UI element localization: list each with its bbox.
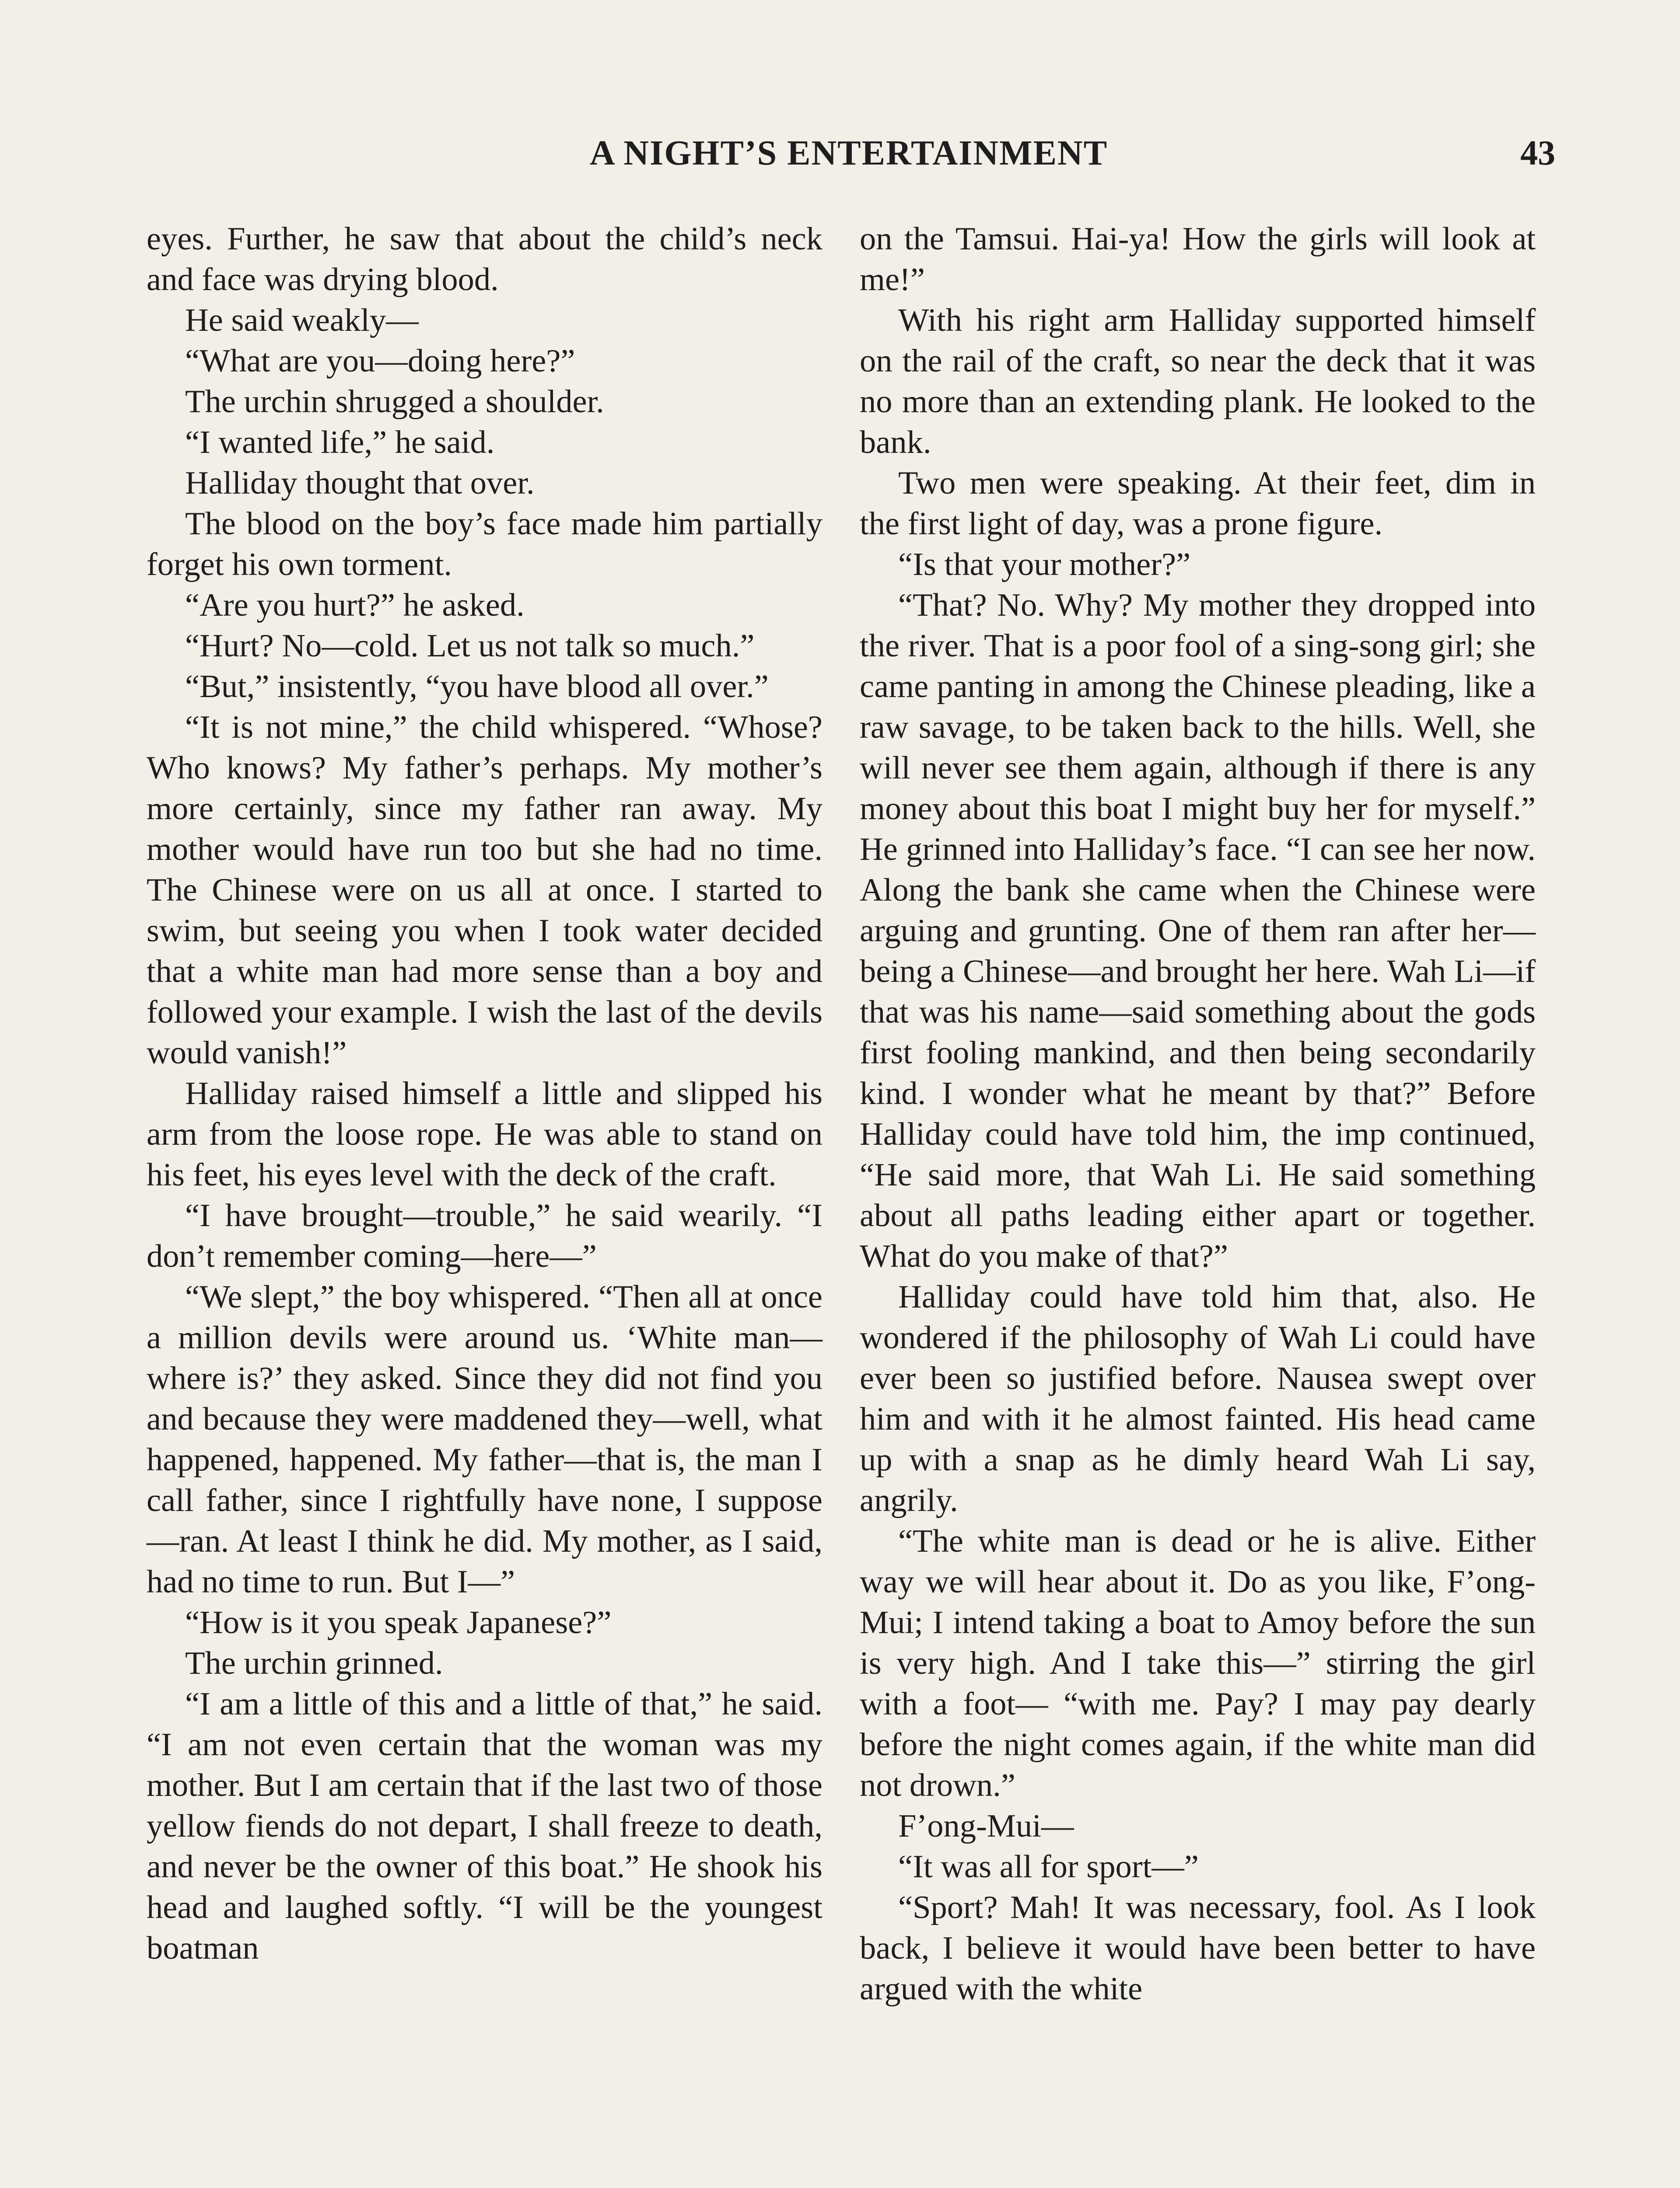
paragraph: “But,” insistently, “you have blood all over.” [185, 669, 769, 705]
paragraph: “What are you—doing here?” [185, 343, 575, 379]
paragraph: “How is it you speak Japanese?” [185, 1605, 612, 1641]
paragraph: “Is that your mother?” [898, 547, 1191, 582]
paragraph: “Sport? Mah! It was necessary, fool. As I look back, I believe it would have been better to have argued with the white [860, 1890, 1536, 2007]
running-title: A NIGHT’S ENTERTAINMENT [589, 134, 1108, 172]
paragraph: eyes. Further, he saw that about the child’s neck and face was drying blood. [147, 221, 822, 298]
paragraph: Halliday thought that over. [185, 465, 535, 501]
paragraph: With his right arm Halliday supported himself on the rail of the craft, so near the deck that it was no more than an extending plank. He looked to the bank. [860, 302, 1536, 460]
page-number: 43 [1520, 134, 1555, 172]
paragraph: He said weakly— [185, 302, 419, 338]
paragraph: The urchin grinned. [185, 1645, 443, 1681]
paragraph: “It was all for sport—” [898, 1849, 1199, 1885]
paragraph: “The white man is dead or he is alive. Either way we will hear about it. Do as you like, F’ong-Mui; I intend taking a boat to Amoy before the sun is very high. And I take this—” stirring the girl with a foot— “with me. Pay? I may pay dearly before the night comes again, if the white man did not drown.” [860, 1523, 1536, 1803]
paragraph: “I am a little of this and a little of that,” he said. “I am not even certain that the woman was my mother. But I am certain that if the last two of those yellow fiends do not depart, I shall freeze to death, and never be the owner of this boat.” He shook his head and laughed softly. “I will be the youngest boatman [147, 1686, 822, 1966]
paragraph: “It is not mine,” the child whispered. “Whose? Who knows? My father’s perhaps. My mother’s more certainly, since my father ran away. My mother would have run too but she had no time. The Chinese were on us all at once. I started to swim, but seeing you when I took water decided that a white man had more sense than a boy and followed your example. I wish the last of the devils would vanish!” [147, 709, 822, 1071]
paragraph: The urchin shrugged a shoulder. [185, 384, 604, 420]
left-column [147, 219, 822, 1969]
paragraph: “I have brought—trouble,” he said wearily. “I don’t remember coming—here—” [147, 1198, 822, 1274]
paragraph: on the Tamsui. Hai-ya! How the girls will look at me!” [860, 221, 1536, 298]
paragraph: “That? No. Why? My mother they dropped into the river. That is a poor fool of a sing-song girl; she came panting in among the Chinese pleading, like a raw savage, to be taken back to the hills. Well, she will never see them again, although if there is any money about this boat I might buy her for myself.” He grinned into Halliday’s face. “I can see her now. Along the bank she came when the Chinese were arguing and grunting. One of them ran after her—being a Chinese—and brought her here. Wah Li—if that was his name—said something about the gods first fooling mankind, and then being secondarily kind. I wonder what he meant by that?” Before Halliday could have told him, the imp continued, “He said more, that Wah Li. He said something about all paths leading either apart or together. What do you make of that?” [860, 587, 1536, 1274]
paragraph: Halliday raised himself a little and slipped his arm from the loose rope. He was able to stand on his feet, his eyes level with the deck of the craft. [147, 1076, 822, 1193]
paragraph: “Are you hurt?” he asked. [185, 587, 525, 623]
right-column [860, 219, 1536, 2009]
paragraph: “We slept,” the boy whispered. “Then all at once a million devils were around us. ‘White man—where is?’ they asked. Since they did not find you and because they were maddened they—well, what happened, happened. My father—that is, the man I call father, since I rightfully have none, I suppose—ran. At least I think he did. My mother, as I said, had no time to run. But I—” [147, 1279, 822, 1600]
paragraph: Two men were speaking. At their feet, dim in the first light of day, was a prone figure. [860, 465, 1536, 542]
paragraph: Halliday could have told him that, also. He wondered if the philosophy of Wah Li could have ever been so justified before. Nausea swept over him and with it he almost fainted. His head came up with a snap as he dimly heard Wah Li say, angrily. [860, 1279, 1536, 1518]
paragraph: “Hurt? No—cold. Let us not talk so much.” [185, 628, 755, 664]
paragraph: “I wanted life,” he said. [185, 424, 495, 460]
paragraph: The blood on the boy’s face made him partially forget his own torment. [147, 506, 822, 582]
paragraph: F’ong-Mui— [898, 1808, 1074, 1844]
